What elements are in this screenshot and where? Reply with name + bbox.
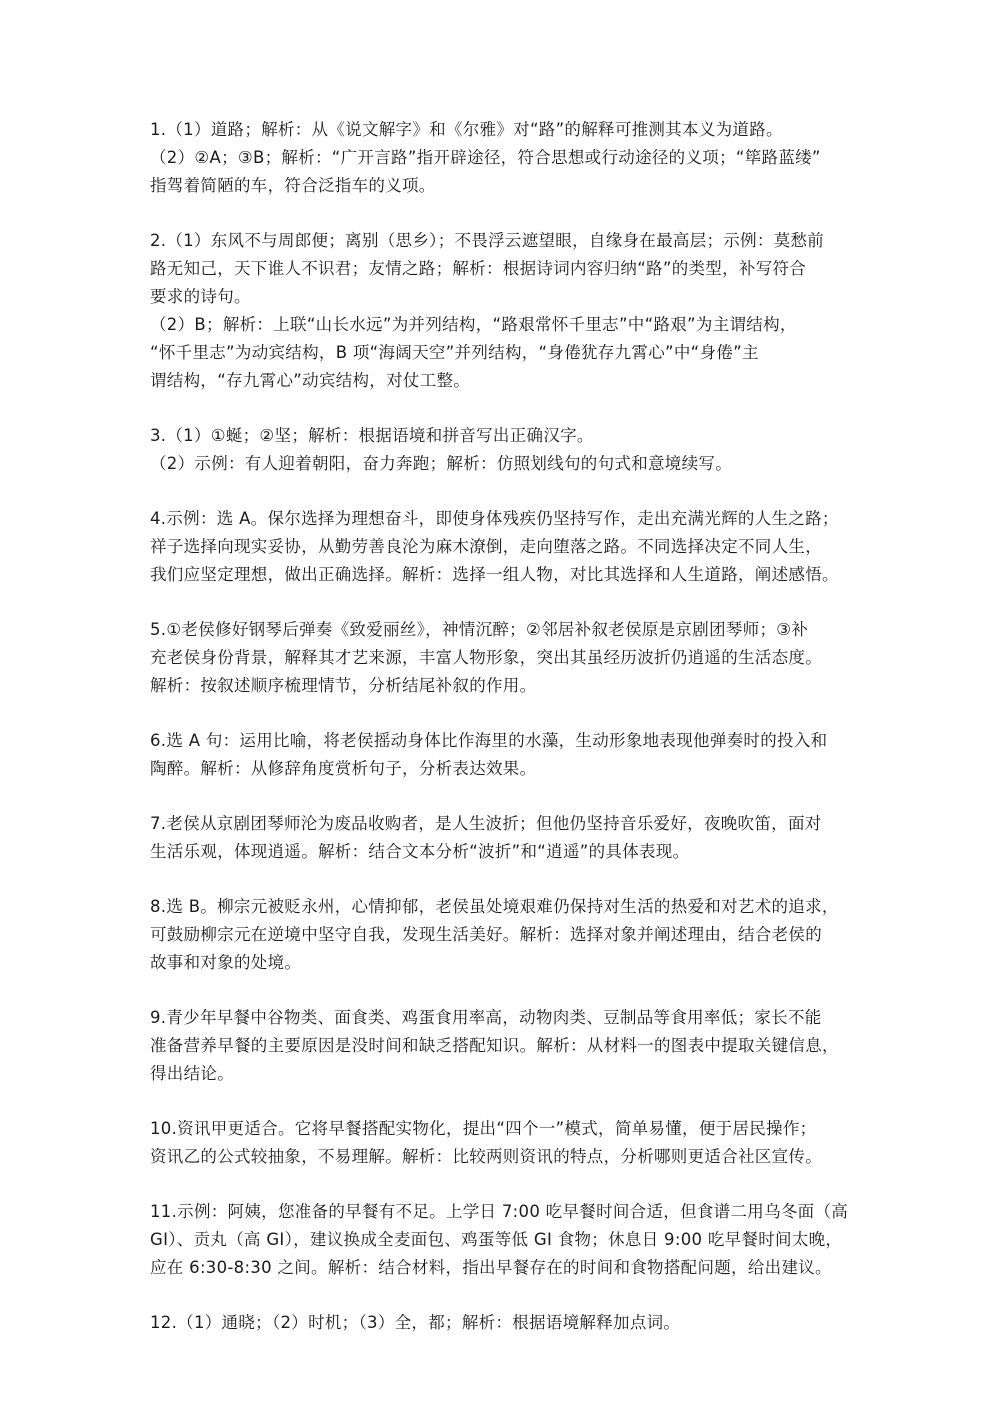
answer-line: 准备营养早餐的主要原因是没时间和缺乏搭配知识。解析：从材料一的图表中提取关键信息， (150, 1036, 839, 1055)
answer-item-9 (150, 1004, 854, 1088)
answer-item-4 (150, 505, 854, 589)
answer-line: 路无知己，天下谁人不识君；友情之路；解析：根据诗词内容归纳“路”的类型，补写符合 (150, 259, 807, 278)
answer-line: 充老侯身份背景，解释其才艺来源，丰富人物形象，突出其虽经历波折仍逍遥的生活态度。 (150, 648, 822, 667)
answer-item-10 (150, 1115, 854, 1171)
answer-line: 2.（1）东风不与周郎便；离别（思乡）；不畏浮云遮望眼，自缘身在最高层；示例：莫愁前 (150, 231, 825, 250)
answer-line: 解析：按叙述顺序梳理情节，分析结尾补叙的作用。 (150, 676, 537, 695)
answer-line: 9.青少年早餐中谷物类、面食类、鸡蛋食用率高，动物肉类、豆制品等食用率低；家长不能 (150, 1008, 822, 1027)
answer-line: 谓结构，“存九霄心”动宾结构，对仗工整。 (150, 371, 471, 390)
answer-list (150, 116, 854, 1337)
answer-item-5 (150, 616, 854, 700)
answer-line: GI）、贡丸（高 GI），建议换成全麦面包、鸡蛋等低 GI 食物；休息日 9:00 吃早餐时间太晚， (150, 1230, 843, 1249)
answer-item-2 (150, 227, 854, 395)
answer-line: （2）B；解析：上联“山长水远”为并列结构，“路艰常怀千里志”中“路艰”为主谓结构， (150, 315, 797, 334)
answer-line: 6.选 A 句：运用比喻，将老侯摇动身体比作海里的水藻，生动形象地表现他弹奏时的投入和 (150, 731, 828, 750)
answer-line: 8.选 B。柳宗元被贬永州，心情抑郁，老侯虽处境艰难仍保持对生活的热爱和对艺术的追求， (150, 897, 839, 916)
answer-line: 11.示例：阿姨，您准备的早餐有不足。上学日 7:00 吃早餐时间合适，但食谱二用乌冬面（高 (150, 1202, 849, 1221)
answer-line: （2）示例：有人迎着朝阳，奋力奔跑；解析：仿照划线句的句式和意境续写。 (150, 454, 732, 473)
answer-item-11 (150, 1198, 854, 1282)
answer-line: 生活乐观，体现逍遥。解析：结合文本分析“波折”和“逍遥”的具体表现。 (150, 842, 690, 861)
answer-line: 12.（1）通晓；（2）时机；（3）全，都；解析：根据语境解释加点词。 (150, 1313, 681, 1332)
answer-line: 1.（1）道路；解析：从《说文解字》和《尔雅》对“路”的解释可推测其本义为道路。 (150, 120, 783, 139)
answer-item-7 (150, 810, 854, 866)
answer-item-8 (150, 893, 854, 977)
answer-line: 4.示例：选 A。保尔选择为理想奋斗，即使身体残疾仍坚持写作，走出充满光辉的人生之路； (150, 509, 839, 528)
answer-line: 5.①老侯修好钢琴后弹奏《致爱丽丝》，神情沉醉；②邻居补叙老侯原是京剧团琴师；③补 (150, 620, 809, 639)
answer-line: 故事和对象的处境。 (150, 953, 302, 972)
answer-line: 资讯乙的公式较抽象，不易理解。解析：比较两则资讯的特点，分析哪则更适合社区宣传。 (150, 1147, 822, 1166)
answer-line: 指驾着简陋的车，符合泛指车的义项。 (150, 176, 436, 195)
answer-line: 10.资讯甲更适合。它将早餐搭配实物化，提出“四个一”模式，简单易懂，便于居民操作； (150, 1119, 817, 1138)
answer-line: 祥子选择向现实妥协，从勤劳善良沦为麻木潦倒，走向堕落之路。不同选择决定不同人生， (150, 537, 822, 556)
answer-line: 陶醉。解析：从修辞角度赏析句子，分析表达效果。 (150, 759, 537, 778)
answer-line: 3.（1）①蜒；②坚；解析：根据语境和拼音写出正确汉字。 (150, 426, 594, 445)
answer-item-3 (150, 422, 854, 478)
answer-line: “怀千里志”为动宾结构，B 项“海阔天空”并列结构，“身倦犹存九霄心”中“身倦”主 (150, 343, 759, 362)
answer-line: 可鼓励柳宗元在逆境中坚守自我，发现生活美好。解析：选择对象并阐述理由，结合老侯的 (150, 925, 822, 944)
answer-line: 7.老侯从京剧团琴师沦为废品收购者，是人生波折；但他仍坚持音乐爱好，夜晚吹笛，面对 (150, 814, 822, 833)
answer-line: 得出结论。 (150, 1064, 234, 1083)
answer-item-12 (150, 1309, 854, 1337)
answer-line: 要求的诗句。 (150, 287, 251, 306)
answer-item-1 (150, 116, 854, 200)
answer-line: 我们应坚定理想，做出正确选择。解析：选择一组人物，对比其选择和人生道路，阐述感悟。 (150, 565, 839, 584)
answer-line: （2）②A；③B；解析：“广开言路”指开辟途径，符合思想或行动途径的义项；“筚路蓝缕” (150, 148, 821, 167)
answer-line: 应在 6:30-8:30 之间。解析：结合材料，指出早餐存在的时间和食物搭配问题，给出建议。 (150, 1258, 832, 1277)
answer-item-6 (150, 727, 854, 783)
